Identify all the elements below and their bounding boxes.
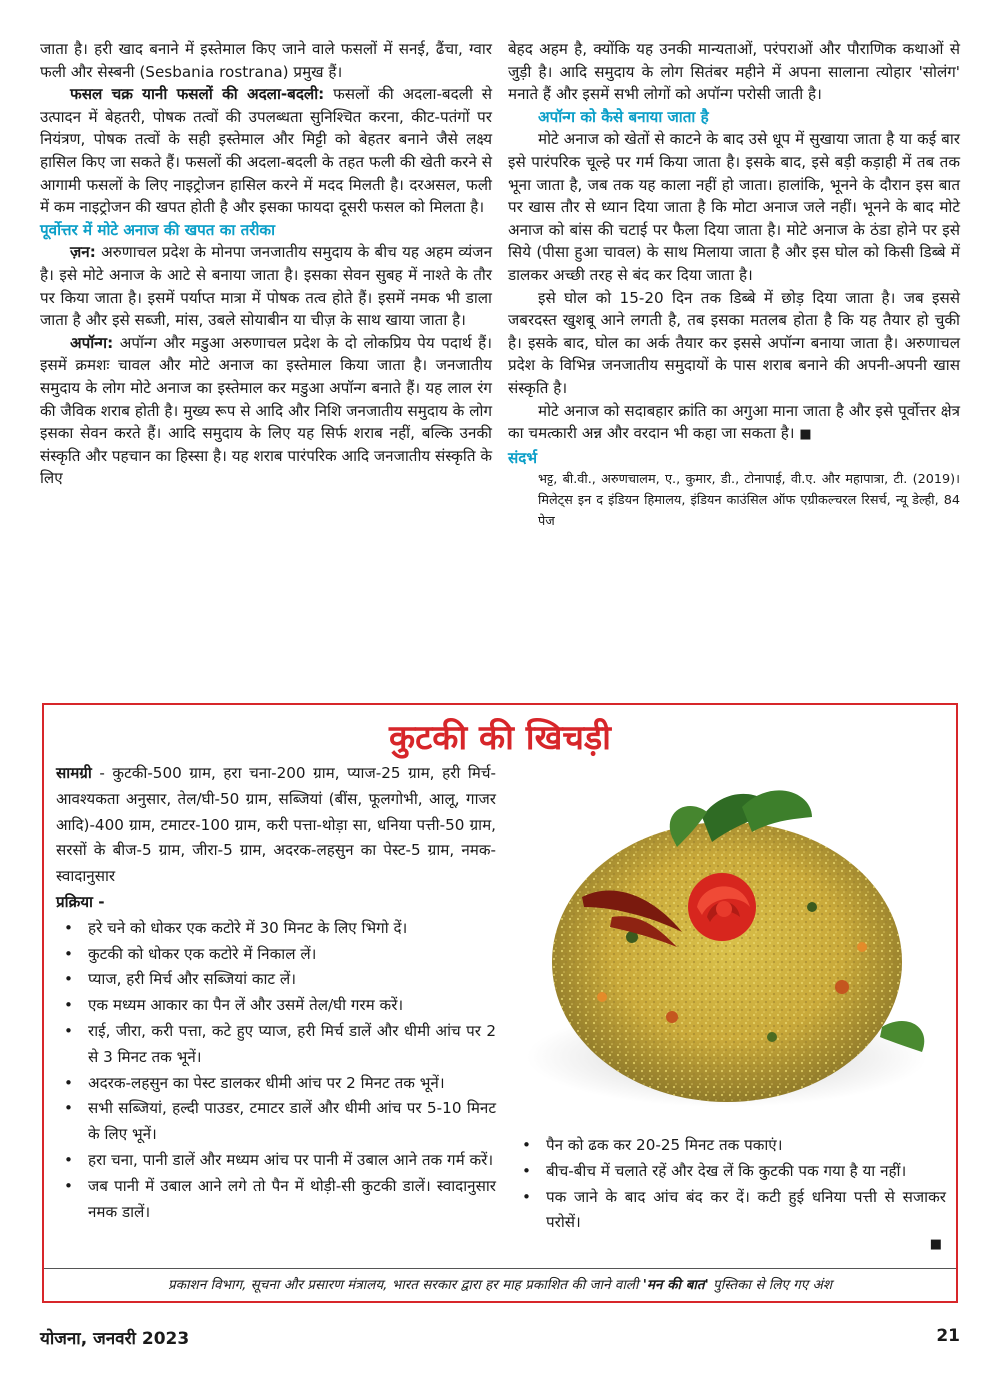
page-number: 21 bbox=[936, 1326, 960, 1346]
step-item: • पैन को ढक कर 20-25 मिनट तक पकाएं। bbox=[514, 1133, 946, 1159]
references-heading: संदर्भ bbox=[508, 448, 538, 467]
step-item: • राई, जीरा, करी पत्ता, कटे हुए प्याज, हरी मिर्च डालें और धीमी आंच पर 2 से 3 मिनट तक भूनें। bbox=[56, 1019, 496, 1071]
step-item: • एक मध्यम आकार का पैन लें और उसमें तेल/घी गरम करें। bbox=[56, 993, 496, 1019]
recipe-title: कुटकी की खिचड़ी bbox=[389, 718, 611, 758]
run-in-heading-zan: ज़न: bbox=[70, 243, 96, 262]
steps-list-right bbox=[514, 1133, 946, 1236]
step-item: • अदरक-लहसुन का पेस्ट डालकर धीमी आंच पर 2 मिनट तक भूनें। bbox=[56, 1071, 496, 1097]
recipe-source-note: प्रकाशन विभाग, सूचना और प्रसारण मंत्रालय, भारत सरकार द्वारा हर माह प्रकाशित की जाने वाली 'मन की बात' पुस्तिका से लिए गए अंश bbox=[44, 1268, 956, 1293]
run-in-heading-apong: अपॉन्ग: bbox=[70, 333, 114, 352]
step-item: • हरे चने को धोकर एक कटोरे में 30 मिनट के लिए भिगो दें। bbox=[56, 916, 496, 942]
step-item: • बीच-बीच में चलाते रहें और देख लें कि कुटकी पक गया है या नहीं। bbox=[514, 1159, 946, 1185]
paragraph-green-manure: जाता है। हरी खाद बनाने में इस्तेमाल किए जाने वाले फसलों में सनई, ढैंचा, ग्वार फली और सेस्बनी (Sesbania rostrana) प्रमुख हैं। bbox=[40, 40, 492, 81]
paragraph-apong-process: मोटे अनाज को खेतों से काटने के बाद उसे धूप में सुखाया जाता है या कई बार इसे पारंपरिक चूल्हे पर गर्म किया जाता है। इसके बाद, इसे बड़ी कड़ाही में तब तक भूना जाता है, जब तक यह काला नहीं हो जाता। हालांकि, भूनने के दौरान इस बात पर खास तौर से ध्यान दिया जाता है कि मोटा अनाज जले नहीं। भूनने के बाद मोटे अनाज को बांस की चटाई पर फैला दिया जाता है। मोटे अनाज के ठंडा होने पर इसे सिये (पीसा हुआ चावल) के साथ मिलाया जाता है और इस घोल को किसी डिब्बे में डालकर अच्छी तरह से बंद कर दिया जाता है। bbox=[508, 130, 960, 284]
end-mark: ■ bbox=[799, 427, 812, 443]
references-text: भट्ट, बी.वी., अरुणचालम, ए., कुमार, डी., टोनापाई, वी.ए. और महापात्रा, टी. (2019)। मिलेट्स इन द इंडियन हिमालय, इंडियन काउंसिल ऑफ एग्रीकल्चरल रिसर्च, न्यू डेल्ही, 84 पेज bbox=[538, 472, 960, 530]
steps-list-left bbox=[56, 916, 496, 1226]
paragraph-apong: अपॉन्ग: अपॉन्ग और मडुआ अरुणाचल प्रदेश के दो लोकप्रिय पेय पदार्थ हैं। इसमें क्रमशः चावल और मोटे अनाज का इस्तेमाल किया जाता है। जनजातीय समुदाय के लोग मोटे अनाज का इस्तेमाल कर मडुआ अपॉन्ग बनाते हैं। यह लाल रंग की जैविक शराब होती है। मुख्य रूप से आदि और निशि जनजातीय समुदाय के लोग इसका सेवन करते हैं। आदि समुदाय के लिए यह सिर्फ शराब नहीं, बल्कि उनकी संस्कृति और पहचान का हिस्सा है। यह शराब पारंपरिक आदि जनजातीय संस्कृति के लिए bbox=[40, 333, 492, 488]
khichdi-photo bbox=[512, 757, 952, 1127]
paragraph-crop-rotation: फसल चक्र यानी फसलों की अदला-बदली: फसलों की अदला-बदली से उत्पादन में बेहतरी, पोषक तत्वों की उपलब्धता सुनिश्चित करना, कीट-पतंगों पर नियंत्रण, पोषक तत्वों के सही इस्तेमाल और मिट्टी को बेहतर बनाने जैसे लक्ष्य हासिल किए जा सकते हैं। फसलों की अदला-बदली के तहत फली की खेती करने से आगामी फसलों के लिए नाइट्रोजन हासिल करने में मदद मिलती है। दरअसल, फली में कम नाइट्रोजन की खपत होती है और इसका फायदा दूसरी फसल को मिलता है। bbox=[40, 85, 493, 217]
recipe-ingredients-and-steps bbox=[56, 761, 496, 1225]
step-item: • हरा चना, पानी डालें और मध्यम आंच पर पानी में उबाल आने तक गर्म करें। bbox=[56, 1148, 496, 1174]
ingredients-paragraph bbox=[56, 761, 496, 890]
recipe-end-mark: ■ bbox=[929, 1237, 942, 1252]
left-column bbox=[40, 38, 492, 490]
step-item: • प्याज, हरी मिर्च और सब्जियां काट लें। bbox=[56, 967, 496, 993]
ingredients-label: सामग्री bbox=[56, 764, 92, 782]
paragraph-zan: ज़न: अरुणाचल प्रदेश के मोनपा जनजातीय समुदाय के बीच यह अहम व्यंजन है। इसे मोटे अनाज के आटे से बनाया जाता है। इसका सेवन सुबह में नाश्ते के तौर पर किया जाता है। इसमें पर्याप्त मात्रा में पोषक तत्व होते हैं। इसमें नमक भी डाला जाता है और इसे सब्जी, मांस, उबले सोयाबीन या चीज़ के साथ खाया जाता है। bbox=[40, 243, 492, 330]
process-label: प्रक्रिया - bbox=[56, 892, 105, 911]
paragraph-conclusion: मोटे अनाज को सदाबहार क्रांति का अगुआ माना जाता है और इसे पूर्वोत्तर क्षेत्र का चमत्कारी अन्न और वरदान भी कहा जा सकता है। ■ bbox=[508, 401, 960, 443]
mann-ki-baat: 'मन की बात' bbox=[642, 1277, 709, 1293]
section-heading-how-apong-made: अपॉन्ग को कैसे बनाया जाता है bbox=[538, 107, 709, 126]
section-heading-consumption: पूर्वोत्तर में मोटे अनाज की खपत का तरीका bbox=[40, 220, 276, 239]
step-item: • सभी सब्जियां, हल्दी पाउडर, टमाटर डालें और धीमी आंच पर 5-10 मिनट के लिए भूनें। bbox=[56, 1096, 496, 1148]
paragraph-apong-fermentation: इसे घोल को 15-20 दिन तक डिब्बे में छोड़ दिया जाता है। जब इससे जबरदस्त खुशबू आने लगती है, तब इसका मतलब होता है कि यह तैयार हो चुकी है। इसके बाद, घोल का अर्क तैयार कर इससे अपॉन्ग बनाया जाता है। अरुणाचल प्रदेश के विभिन्न जनजातीय समुदायों के पास शराब बनाने की अपनी-अपनी खास संस्कृति है। bbox=[508, 288, 960, 397]
step-item: • कुटकी को धोकर एक कटोरे में निकाल लें। bbox=[56, 942, 496, 968]
step-item: • पक जाने के बाद आंच बंद कर दें। कटी हुई धनिया पत्ती से सजाकर परोसें। bbox=[514, 1185, 946, 1237]
step-item: • जब पानी में उबाल आने लगे तो पैन में थोड़ी-सी कुटकी डालें। स्वादानुसार नमक डालें। bbox=[56, 1174, 496, 1226]
paragraph-apong-culture: बेहद अहम है, क्योंकि यह उनकी मान्यताओं, परंपराओं और पौराणिक कथाओं से जुड़ी है। आदि समुदाय के लोग सितंबर महीने में अपना सालाना त्योहार 'सोलंग' मनाते हैं और इसमें सभी लोगों को अपॉन्ग परोसी जाती है। bbox=[508, 40, 960, 104]
ingredients-list: - कुटकी-500 ग्राम, हरा चना-200 ग्राम, प्याज-25 ग्राम, हरी मिर्च-आवश्यकता अनुसार, तेल/घी-50 ग्राम, सब्जियां (बींस, फूलगोभी, आलू, गाजर आदि)-400 ग्राम, टमाटर-100 ग्राम, करी पत्ता-थोड़ा सा, धनिया पत्ती-50 ग्राम, सरसों के बीज-5 ग्राम, जीरा-5 ग्राम, अदरक-लहसुन का पेस्ट-5 ग्राम, नमक-स्वादानुसार bbox=[56, 764, 496, 886]
run-in-heading-crop-rotation: फसल चक्र यानी फसलों की अदला-बदली: bbox=[70, 85, 325, 104]
right-column bbox=[508, 38, 960, 532]
magazine-issue: योजना, जनवरी 2023 bbox=[40, 1329, 190, 1349]
page-footer bbox=[40, 1326, 960, 1356]
recipe-box bbox=[42, 703, 958, 1303]
tomato-rose bbox=[688, 873, 756, 941]
